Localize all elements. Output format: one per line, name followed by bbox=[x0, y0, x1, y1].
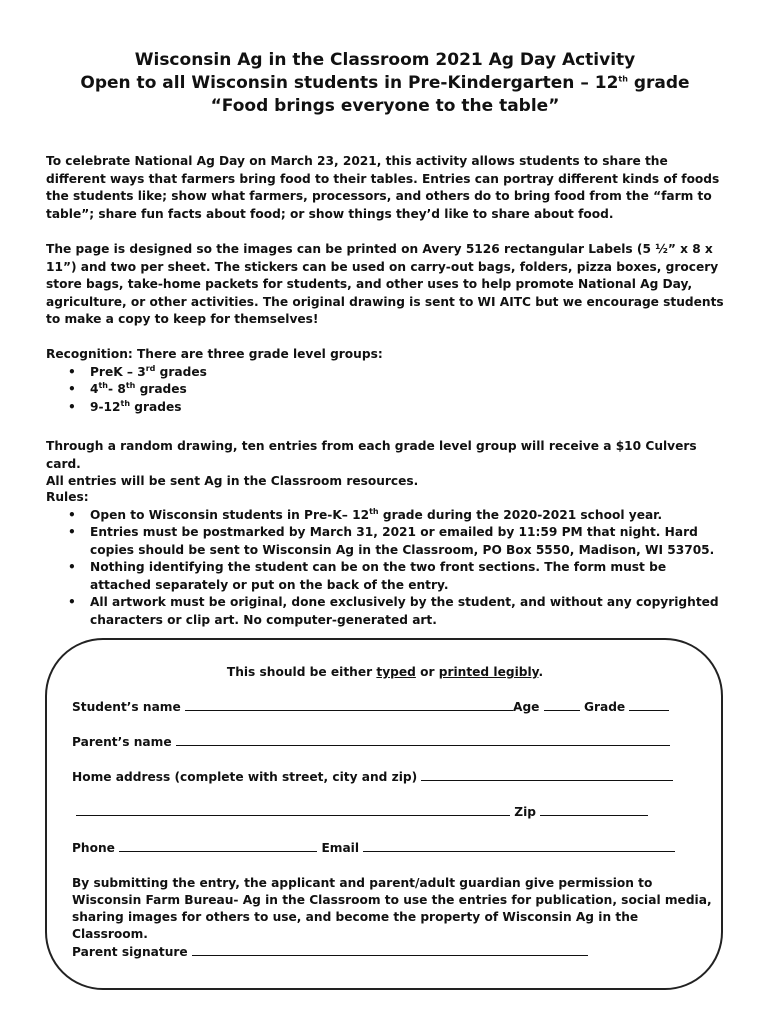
zip-field[interactable] bbox=[540, 804, 648, 816]
rule-item: • Open to Wisconsin students in Pre-K– 12th grade during the 2020-2021 school year. bbox=[90, 507, 730, 525]
phone-field[interactable] bbox=[119, 840, 317, 852]
grade-field[interactable] bbox=[629, 699, 669, 711]
rule-item: • Entries must be postmarked by March 31, 2021 or emailed by 11:59 PM that night. Hard copies should be sent to Wisconsin Ag in the Classroom, PO Box 5550, Madison, WI 53705. bbox=[90, 524, 730, 559]
student-name-field[interactable] bbox=[185, 699, 513, 711]
zip-label: Zip bbox=[514, 805, 536, 819]
parent-name-row bbox=[72, 734, 670, 750]
labels-paragraph: The page is designed so the images can be printed on Avery 5126 rectangular Labels (5 ½” x 8 x 11”) and two per sheet. The stickers can be used on carry-out bags, folders, pizza boxes, grocery store bags, take-home packets for students, and other uses to help promote National Ag Day, agriculture, or other activities. The original drawing is sent to WI AITC but we encourage students to make a copy to keep for themselves! bbox=[46, 242, 724, 326]
rule-item: • Nothing identifying the student can be on the two front sections. The form must be attached separately or put on the back of the entry. bbox=[90, 559, 730, 594]
email-label: Email bbox=[321, 841, 360, 855]
email-field[interactable] bbox=[363, 840, 675, 852]
subtitle-text-end: grade bbox=[627, 73, 690, 93]
age-field[interactable] bbox=[544, 699, 580, 711]
intro-paragraph: To celebrate National Ag Day on March 23, 2021, this activity allows students to share the different ways that farmers bring food to their tables. Entries can portray different kinds of foods the students like; show what farmers, processors, and others do to bring food from the “farm to table”; share fun facts about food; or show things they’d like to share about food. bbox=[46, 154, 720, 221]
page-title: Wisconsin Ag in the Classroom 2021 Ag Day Activity bbox=[134, 50, 636, 70]
grade-group-list bbox=[46, 364, 730, 417]
address-field[interactable] bbox=[421, 769, 673, 781]
grade-label: Grade bbox=[583, 700, 626, 714]
drawing-section bbox=[46, 438, 730, 491]
signature-field[interactable] bbox=[192, 944, 588, 956]
page-theme: “Food brings everyone to the table” bbox=[210, 96, 560, 116]
rules-heading: Rules: bbox=[46, 490, 89, 504]
rule-item: • All artwork must be original, done exclusively by the student, and without any copyrighted characters or clip art. No computer-generated art. bbox=[90, 594, 730, 629]
rules-section bbox=[46, 489, 730, 629]
phone-label: Phone bbox=[72, 841, 115, 855]
grade-group-item: • 4th- 8th grades bbox=[90, 381, 730, 399]
contact-row bbox=[72, 840, 675, 856]
signature-row bbox=[72, 944, 588, 960]
city-zip-row bbox=[76, 804, 648, 820]
signature-label: Parent signature bbox=[72, 945, 188, 959]
parent-name-label: Parent’s name bbox=[72, 735, 172, 749]
parent-name-field[interactable] bbox=[176, 734, 670, 746]
form-instructions: This should be either typed or printed legibly. bbox=[226, 665, 544, 679]
student-name-row bbox=[72, 699, 669, 715]
grade-group-item: • 9-12th grades bbox=[90, 399, 730, 417]
page-subtitle bbox=[0, 72, 770, 94]
consent-statement: By submitting the entry, the applicant and parent/adult guardian give permission to Wisconsin Farm Bureau- Ag in the Classroom to use the entries for publication, social media, sharing images for others to use, and become the property of Wisconsin Ag in the Classroom. bbox=[72, 876, 712, 941]
recognition-heading: Recognition: There are three grade level groups: bbox=[46, 347, 383, 361]
grade-group-item: • PreK – 3rd grades bbox=[90, 364, 730, 382]
age-label: Age bbox=[513, 700, 540, 714]
drawing-text: Through a random drawing, ten entries from each grade level group will receive a $10 Culvers card. bbox=[46, 439, 697, 471]
resources-text: All entries will be sent Ag in the Classroom resources. bbox=[46, 474, 419, 488]
address-line2-field[interactable] bbox=[76, 804, 510, 816]
recognition-section bbox=[46, 346, 730, 416]
student-name-label: Student’s name bbox=[72, 700, 181, 714]
rules-list bbox=[46, 507, 730, 630]
subtitle-superscript: th bbox=[618, 74, 628, 84]
address-row bbox=[72, 769, 673, 785]
address-label: Home address (complete with street, city and zip) bbox=[72, 770, 418, 784]
subtitle-text: Open to all Wisconsin students in Pre-Kindergarten – 12 bbox=[80, 73, 619, 93]
